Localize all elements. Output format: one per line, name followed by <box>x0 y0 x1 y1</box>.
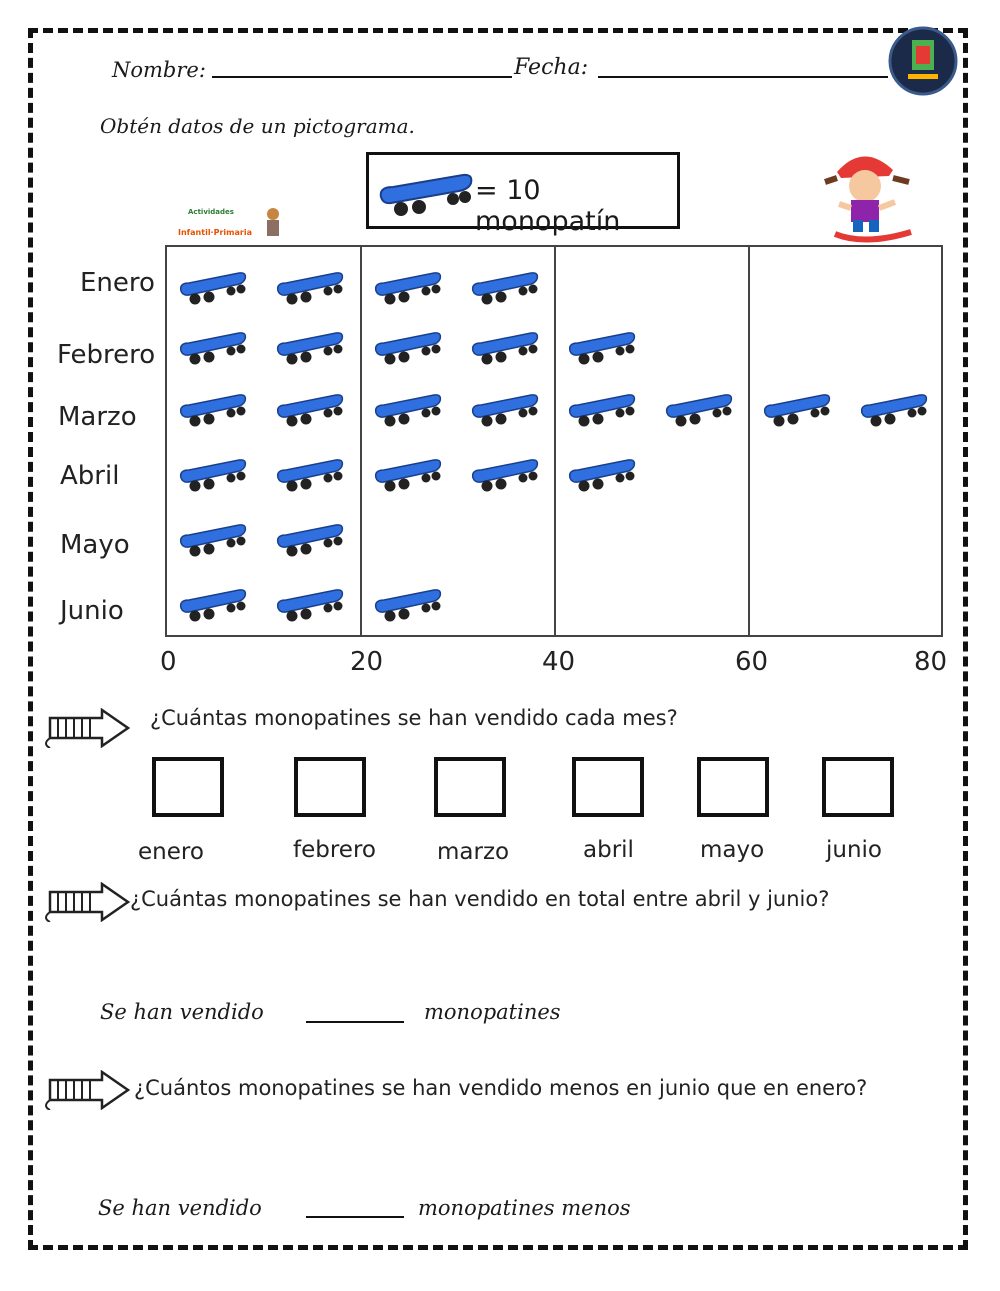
skateboard-icon <box>469 265 539 305</box>
pictogram-grid <box>165 245 943 637</box>
answer-box-marzo[interactable] <box>434 757 506 817</box>
skateboard-icon <box>372 452 442 492</box>
answer-box-enero[interactable] <box>152 757 224 817</box>
name-label: Nombre: <box>112 58 206 82</box>
axis-tick-20: 20 <box>350 647 384 677</box>
skateboard-icon <box>177 582 247 622</box>
arrow-icon <box>42 1070 132 1110</box>
answer-2-field[interactable] <box>306 1021 404 1023</box>
row-label-enero: Enero <box>80 268 155 298</box>
date-label: Fecha: <box>514 55 589 80</box>
row-label-febrero: Febrero <box>57 340 156 370</box>
axis-tick-60: 60 <box>735 647 769 677</box>
skateboard-icon <box>566 325 636 365</box>
skateboard-icon <box>761 387 831 427</box>
skateboard-icon <box>177 387 247 427</box>
skateboard-icon <box>469 325 539 365</box>
skateboard-icon <box>177 517 247 557</box>
grid-line-20 <box>360 247 362 635</box>
box-label-marzo: marzo <box>437 839 510 865</box>
skateboard-icon <box>177 325 247 365</box>
box-label-abril: abril <box>583 837 634 863</box>
answer-box-abril[interactable] <box>572 757 644 817</box>
answer-2-prefix: Se han vendido <box>100 1000 264 1024</box>
skateboard-icon <box>375 165 475 220</box>
skateboard-icon <box>274 582 344 622</box>
skateboard-icon <box>177 452 247 492</box>
row-label-junio: Junio <box>60 596 124 626</box>
logo-badge <box>888 26 958 96</box>
skateboard-icon <box>566 452 636 492</box>
skateboard-icon <box>469 452 539 492</box>
axis-tick-40: 40 <box>542 647 576 677</box>
skateboard-icon <box>274 517 344 557</box>
axis-tick-0: 0 <box>160 647 177 677</box>
row-label-marzo: Marzo <box>58 402 137 432</box>
box-label-junio: junio <box>826 837 883 863</box>
skateboard-icon <box>372 325 442 365</box>
skateboard-icon <box>372 582 442 622</box>
question-2: ¿Cuántas monopatines se han vendido en total entre abril y junio? <box>130 887 830 911</box>
answer-box-mayo[interactable] <box>697 757 769 817</box>
skateboard-icon <box>372 387 442 427</box>
skater-kid-illustration <box>815 142 920 247</box>
arrow-icon <box>42 882 132 922</box>
box-label-febrero: febrero <box>293 837 376 863</box>
answer-box-junio[interactable] <box>822 757 894 817</box>
question-3: ¿Cuántos monopatines se han vendido menos en junio que en enero? <box>134 1076 868 1100</box>
skateboard-icon <box>177 265 247 305</box>
arrow-icon <box>42 708 132 748</box>
skateboard-icon <box>274 265 344 305</box>
answer-box-febrero[interactable] <box>294 757 366 817</box>
skateboard-icon <box>469 387 539 427</box>
box-label-enero: enero <box>138 839 204 865</box>
answer-3-prefix: Se han vendido <box>98 1196 262 1220</box>
row-label-mayo: Mayo <box>60 530 130 560</box>
axis-tick-80: 80 <box>914 647 948 677</box>
answer-3-suffix: monopatines menos <box>418 1196 631 1220</box>
answer-3-field[interactable] <box>306 1216 404 1218</box>
skateboard-icon <box>274 325 344 365</box>
skateboard-icon <box>858 387 928 427</box>
grid-line-60 <box>748 247 750 635</box>
skateboard-icon <box>274 452 344 492</box>
brand-logo: Actividades Infantil·Primaria <box>168 206 288 240</box>
legend-box <box>366 152 680 237</box>
skateboard-icon <box>274 387 344 427</box>
skateboard-icon <box>663 387 733 427</box>
date-field[interactable] <box>598 76 888 78</box>
box-label-mayo: mayo <box>700 837 765 863</box>
grid-line-40 <box>554 247 556 635</box>
row-label-abril: Abril <box>60 461 120 491</box>
question-1: ¿Cuántas monopatines se han vendido cada mes? <box>150 706 678 730</box>
legend-text: = 10 monopatín <box>475 175 621 237</box>
name-field[interactable] <box>212 76 512 78</box>
instruction: Obtén datos de un pictograma. <box>100 114 415 138</box>
skateboard-icon <box>372 265 442 305</box>
skateboard-icon <box>566 387 636 427</box>
answer-2-suffix: monopatines <box>424 1000 561 1024</box>
